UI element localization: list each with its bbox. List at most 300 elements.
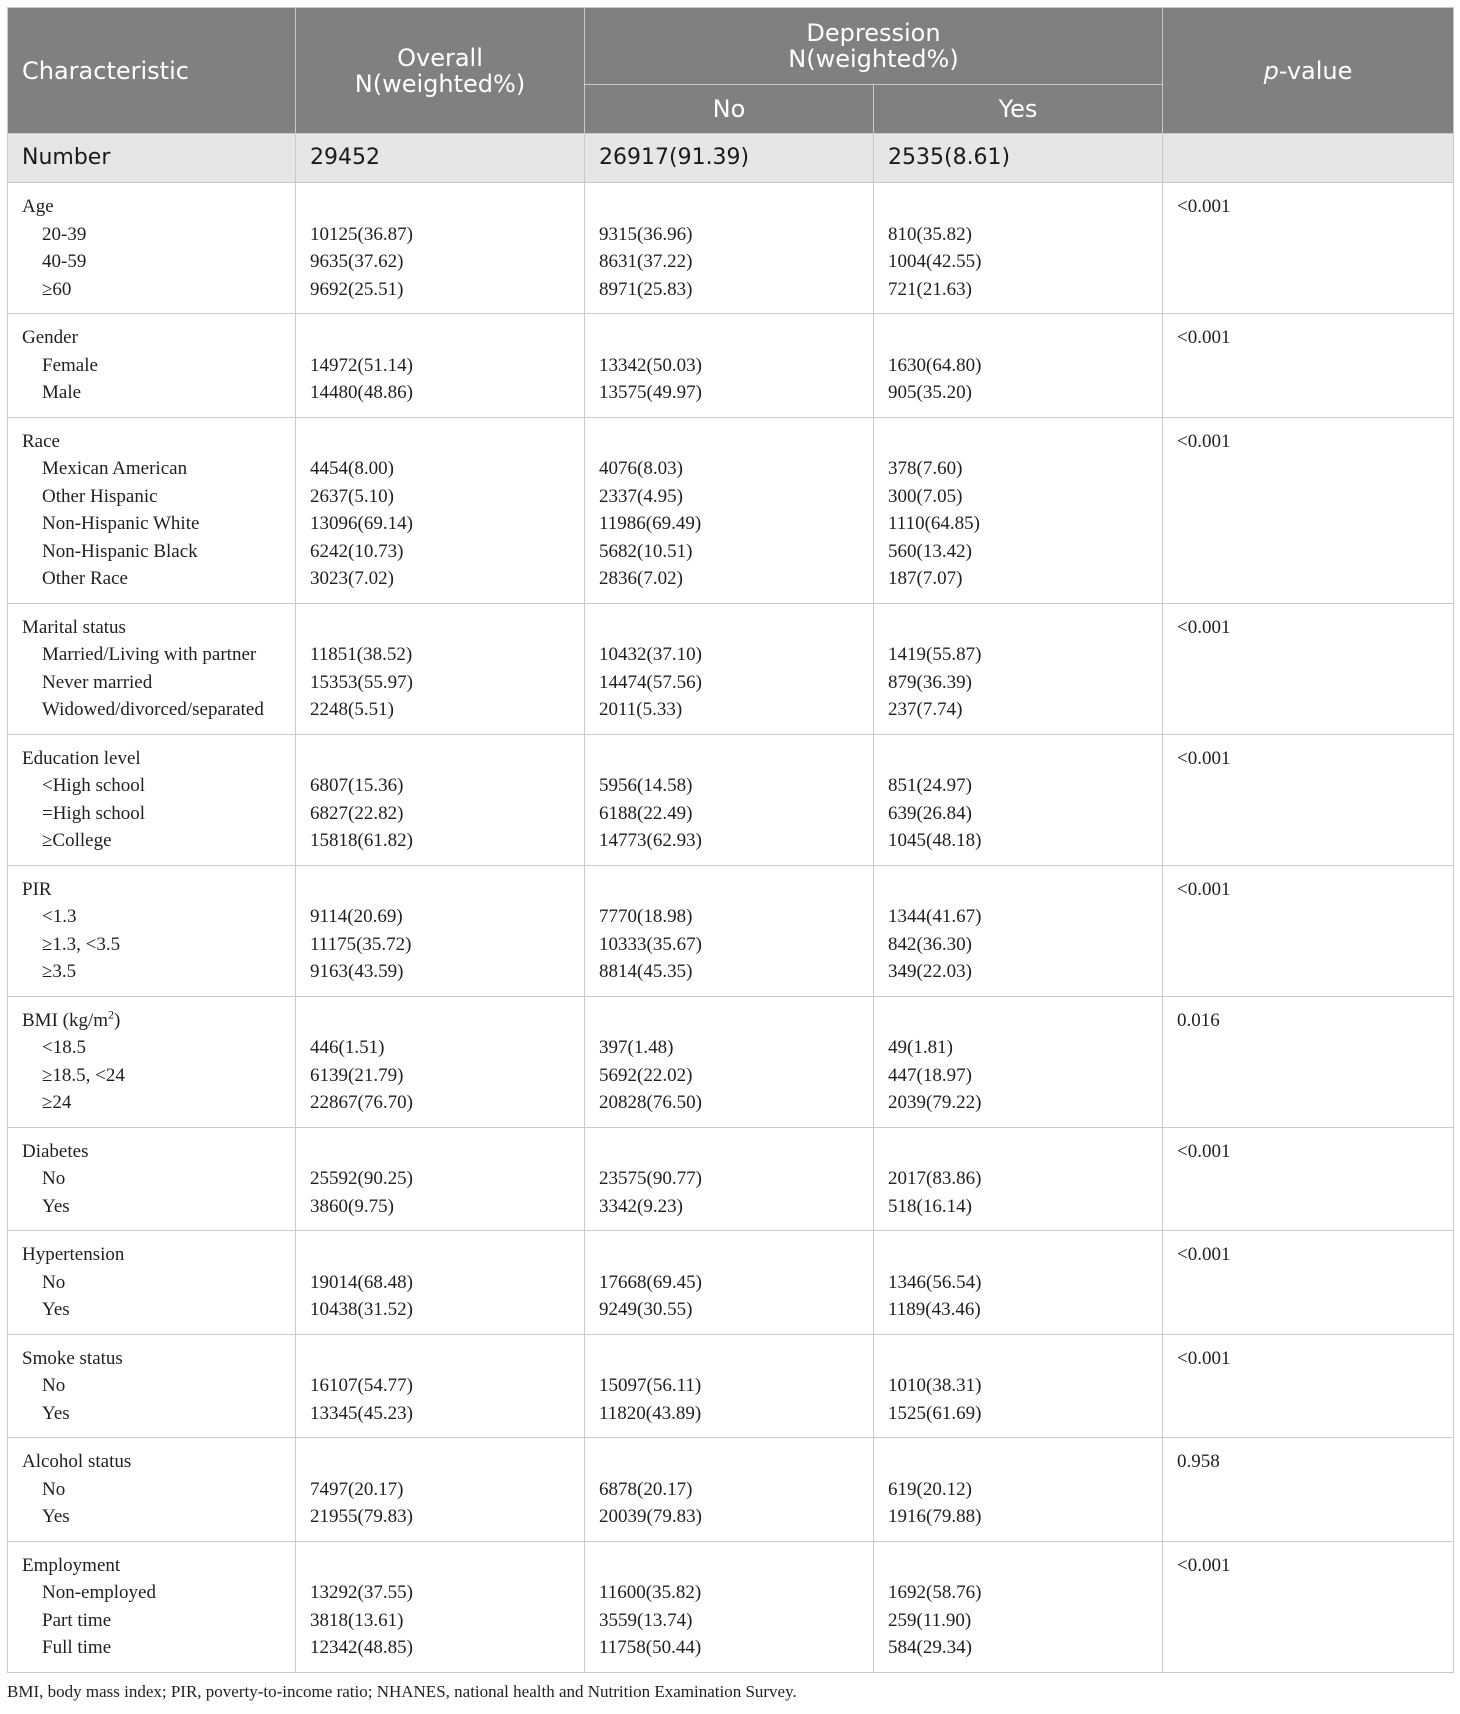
row-label: Non-Hispanic White	[42, 513, 200, 534]
p-value-cell	[1163, 1127, 1454, 1231]
row-label: <High school	[42, 775, 146, 796]
blank-line	[888, 1345, 1162, 1373]
row-label: No	[42, 1271, 66, 1293]
yes-cell	[874, 1541, 1163, 1672]
blank-line	[599, 614, 873, 642]
yes-value: 1916(79.88)	[888, 1506, 982, 1527]
yes-value: 300(7.05)	[888, 485, 963, 507]
no-value: 10432(37.10)	[599, 644, 702, 665]
row-label: <18.5	[42, 1037, 86, 1058]
group-title	[22, 614, 295, 642]
row-label: Part time	[42, 1609, 112, 1631]
header-depression-line1: Depression	[806, 19, 941, 47]
group-title	[22, 324, 295, 352]
overall-value: 6807(15.36)	[310, 775, 404, 796]
row-label: Male	[42, 382, 82, 403]
overall-value: 6827(22.82)	[310, 802, 404, 824]
row-label: Female	[42, 354, 98, 376]
yes-value: 879(36.39)	[888, 671, 972, 693]
overall-value: 16107(54.77)	[310, 1375, 413, 1396]
yes-value: 1010(38.31)	[888, 1375, 982, 1396]
blank-line	[599, 1552, 873, 1580]
row-label: ≥24	[42, 1092, 72, 1113]
no-cell	[585, 996, 874, 1127]
no-value: 17668(69.45)	[599, 1271, 702, 1293]
header-p-rest: -value	[1278, 56, 1353, 85]
no-value: 5682(10.51)	[599, 540, 693, 562]
group-title	[22, 1241, 295, 1269]
group-row	[8, 1127, 1454, 1231]
header-depression-line2: N(weighted%)	[788, 45, 959, 73]
group-title	[22, 876, 295, 904]
yes-cell	[874, 417, 1163, 603]
no-value: 14474(57.56)	[599, 671, 702, 693]
no-value: 7770(18.98)	[599, 906, 693, 927]
overall-value: 10438(31.52)	[310, 1299, 413, 1320]
p-value-cell	[1163, 865, 1454, 996]
p-value-cell	[1163, 314, 1454, 418]
group-row	[8, 996, 1454, 1127]
no-cell	[585, 603, 874, 734]
no-value: 6188(22.49)	[599, 802, 693, 824]
blank-line	[310, 193, 584, 221]
group-title-text: Employment	[22, 1554, 121, 1576]
row-label: No	[42, 1168, 66, 1189]
group-title	[22, 1007, 295, 1035]
blank-line	[888, 1241, 1162, 1269]
group-title	[22, 1138, 295, 1166]
blank-line	[599, 193, 873, 221]
group-title-text: Gender	[22, 327, 78, 348]
row-label: Yes	[42, 1506, 70, 1527]
blank-line	[310, 876, 584, 904]
yes-value: 721(21.63)	[888, 278, 972, 300]
table-footnote: BMI, body mass index; PIR, poverty-to-income ratio; NHANES, national health and Nutrition Examination Survey.	[7, 1681, 797, 1701]
group-row	[8, 314, 1454, 418]
group-row	[8, 1438, 1454, 1542]
header-no: No	[585, 85, 874, 134]
row-label: Widowed/divorced/separated	[42, 699, 264, 720]
blank-line	[888, 876, 1162, 904]
yes-value: 349(22.03)	[888, 961, 972, 982]
group-title	[22, 428, 295, 456]
characteristic-cell	[8, 1127, 296, 1231]
row-label: ≥60	[42, 278, 72, 300]
no-value: 3342(9.23)	[599, 1195, 683, 1217]
blank-line	[310, 745, 584, 773]
no-value: 20039(79.83)	[599, 1506, 702, 1527]
no-cell	[585, 1541, 874, 1672]
p-value-cell	[1163, 183, 1454, 314]
row-label: Other Race	[42, 568, 128, 589]
yes-cell	[874, 183, 1163, 314]
yes-value: 639(26.84)	[888, 802, 972, 824]
overall-value: 6139(21.79)	[310, 1064, 404, 1086]
no-value: 10333(35.67)	[599, 933, 702, 955]
no-value: 23575(90.77)	[599, 1168, 702, 1189]
yes-value: 1189(43.46)	[888, 1299, 981, 1320]
no-cell	[585, 734, 874, 865]
group-title-text: Smoke status	[22, 1347, 123, 1369]
no-value: 397(1.48)	[599, 1037, 674, 1058]
row-label: No	[42, 1478, 66, 1500]
yes-value: 259(11.90)	[888, 1609, 972, 1631]
overall-value: 9163(43.59)	[310, 961, 404, 982]
no-value: 13575(49.97)	[599, 382, 702, 403]
row-label: 40-59	[42, 251, 87, 272]
number-yes: 2535(8.61)	[874, 134, 1163, 183]
group-title	[22, 1345, 295, 1373]
blank-line	[888, 1007, 1162, 1035]
header-depression	[585, 8, 1163, 85]
yes-value: 1630(64.80)	[888, 354, 982, 376]
no-value: 5692(22.02)	[599, 1064, 693, 1086]
p-value: <0.001	[1177, 1244, 1231, 1265]
row-label: <1.3	[42, 906, 77, 927]
p-value-cell	[1163, 734, 1454, 865]
yes-value: 1045(48.18)	[888, 830, 982, 851]
no-value: 8971(25.83)	[599, 278, 693, 300]
blank-line	[888, 193, 1162, 221]
p-value: <0.001	[1177, 878, 1231, 900]
blank-line	[310, 614, 584, 642]
p-value: <0.001	[1177, 196, 1231, 217]
blank-line	[310, 428, 584, 456]
group-title	[22, 745, 295, 773]
overall-value: 22867(76.70)	[310, 1092, 413, 1113]
no-cell	[585, 417, 874, 603]
characteristics-table	[7, 7, 1454, 1673]
no-value: 13342(50.03)	[599, 354, 702, 376]
blank-line	[599, 876, 873, 904]
yes-value: 518(16.14)	[888, 1195, 972, 1217]
overall-value: 446(1.51)	[310, 1037, 385, 1058]
characteristic-cell	[8, 314, 296, 418]
yes-value: 560(13.42)	[888, 540, 972, 562]
no-value: 11986(69.49)	[599, 513, 702, 534]
yes-value: 584(29.34)	[888, 1637, 972, 1658]
yes-cell	[874, 996, 1163, 1127]
yes-value: 187(7.07)	[888, 568, 963, 589]
yes-value: 1110(64.85)	[888, 513, 980, 534]
overall-cell	[296, 603, 585, 734]
overall-value: 11851(38.52)	[310, 644, 413, 665]
no-cell	[585, 1438, 874, 1542]
header-overall	[296, 8, 585, 134]
overall-value: 14480(48.86)	[310, 382, 413, 403]
row-label: Yes	[42, 1195, 70, 1217]
yes-value: 447(18.97)	[888, 1064, 972, 1086]
no-value: 8631(37.22)	[599, 251, 693, 272]
p-value-cell	[1163, 1334, 1454, 1438]
group-title-text: Diabetes	[22, 1140, 89, 1162]
characteristic-cell	[8, 183, 296, 314]
row-label: Never married	[42, 671, 153, 693]
overall-cell	[296, 1127, 585, 1231]
yes-value: 905(35.20)	[888, 382, 972, 403]
overall-cell	[296, 996, 585, 1127]
group-title-text: Age	[22, 196, 54, 217]
blank-line	[888, 324, 1162, 352]
characteristic-cell	[8, 1541, 296, 1672]
row-label: =High school	[42, 802, 146, 824]
blank-line	[888, 428, 1162, 456]
blank-line	[310, 324, 584, 352]
no-cell	[585, 314, 874, 418]
no-value: 20828(76.50)	[599, 1092, 702, 1113]
row-label: Non-Hispanic Black	[42, 540, 198, 562]
blank-line	[888, 1552, 1162, 1580]
yes-value: 1004(42.55)	[888, 251, 982, 272]
row-label: No	[42, 1375, 66, 1396]
yes-value: 842(36.30)	[888, 933, 972, 955]
no-value: 11820(43.89)	[599, 1402, 702, 1424]
overall-value: 13096(69.14)	[310, 513, 413, 534]
overall-value: 3860(9.75)	[310, 1195, 394, 1217]
p-value: <0.001	[1177, 1347, 1231, 1369]
overall-value: 6242(10.73)	[310, 540, 404, 562]
overall-value: 10125(36.87)	[310, 223, 413, 245]
yes-value: 851(24.97)	[888, 775, 972, 796]
yes-cell	[874, 865, 1163, 996]
overall-cell	[296, 314, 585, 418]
row-label: ≥18.5, <24	[42, 1064, 125, 1086]
no-value: 9315(36.96)	[599, 223, 693, 245]
p-value: 0.016	[1177, 1009, 1220, 1031]
no-value: 2836(7.02)	[599, 568, 683, 589]
overall-cell	[296, 1438, 585, 1542]
group-row	[8, 603, 1454, 734]
group-title-text: Marital status	[22, 616, 126, 638]
p-value-cell	[1163, 1438, 1454, 1542]
no-value: 15097(56.11)	[599, 1375, 702, 1396]
no-value: 2011(5.33)	[599, 699, 683, 720]
group-title-superscript: 2	[108, 1007, 115, 1022]
overall-value: 12342(48.85)	[310, 1637, 413, 1658]
number-no: 26917(91.39)	[585, 134, 874, 183]
group-title-text: Education level	[22, 747, 141, 769]
row-label: ≥1.3, <3.5	[42, 933, 121, 955]
overall-cell	[296, 417, 585, 603]
overall-cell	[296, 1334, 585, 1438]
group-title-text: Hypertension	[22, 1244, 125, 1265]
blank-line	[310, 1007, 584, 1035]
blank-line	[310, 1552, 584, 1580]
blank-line	[599, 1345, 873, 1373]
blank-line	[310, 1241, 584, 1269]
no-value: 11758(50.44)	[599, 1637, 702, 1658]
no-cell	[585, 1231, 874, 1335]
blank-line	[310, 1448, 584, 1476]
overall-value: 9114(20.69)	[310, 906, 403, 927]
overall-value: 15353(55.97)	[310, 671, 413, 693]
p-value-cell	[1163, 1231, 1454, 1335]
yes-value: 378(7.60)	[888, 458, 963, 479]
yes-value: 810(35.82)	[888, 223, 972, 245]
p-value: <0.001	[1177, 747, 1231, 769]
p-value: <0.001	[1177, 327, 1231, 348]
group-row	[8, 1541, 1454, 1672]
no-value: 3559(13.74)	[599, 1609, 693, 1631]
overall-value: 7497(20.17)	[310, 1478, 404, 1500]
overall-value: 19014(68.48)	[310, 1271, 413, 1293]
header-overall-line2: N(weighted%)	[354, 69, 526, 98]
yes-value: 619(20.12)	[888, 1478, 972, 1500]
characteristic-cell	[8, 865, 296, 996]
row-label: Non-employed	[42, 1582, 156, 1603]
overall-value: 4454(8.00)	[310, 458, 394, 479]
row-label: Full time	[42, 1637, 112, 1658]
group-row	[8, 865, 1454, 996]
number-label: Number	[8, 134, 296, 183]
overall-value: 9635(37.62)	[310, 251, 404, 272]
no-value: 9249(30.55)	[599, 1299, 693, 1320]
group-row	[8, 1334, 1454, 1438]
row-label: Mexican American	[42, 458, 188, 479]
blank-line	[310, 1345, 584, 1373]
row-label: Yes	[42, 1299, 70, 1320]
p-value-cell	[1163, 603, 1454, 734]
yes-value: 1346(56.54)	[888, 1271, 982, 1293]
number-overall: 29452	[296, 134, 585, 183]
header-p-value	[1163, 8, 1454, 134]
row-label: 20-39	[42, 223, 87, 245]
overall-value: 9692(25.51)	[310, 278, 404, 300]
no-cell	[585, 1127, 874, 1231]
overall-cell	[296, 1231, 585, 1335]
p-value: <0.001	[1177, 616, 1231, 638]
row-label: ≥College	[42, 830, 112, 851]
table-header	[8, 8, 1454, 134]
yes-cell	[874, 1438, 1163, 1542]
no-value: 5956(14.58)	[599, 775, 693, 796]
row-label: Other Hispanic	[42, 485, 158, 507]
p-value: 0.958	[1177, 1451, 1220, 1472]
characteristic-cell	[8, 1334, 296, 1438]
blank-line	[888, 614, 1162, 642]
blank-line	[888, 745, 1162, 773]
header-yes: Yes	[874, 85, 1163, 134]
p-value-cell	[1163, 417, 1454, 603]
no-cell	[585, 865, 874, 996]
overall-value: 21955(79.83)	[310, 1506, 413, 1527]
no-value: 4076(8.03)	[599, 458, 683, 479]
yes-value: 1344(41.67)	[888, 906, 982, 927]
overall-value: 2248(5.51)	[310, 699, 394, 720]
header-overall-line1: Overall	[397, 43, 483, 72]
characteristic-cell	[8, 996, 296, 1127]
group-title	[22, 1448, 295, 1476]
characteristic-cell	[8, 734, 296, 865]
group-row	[8, 417, 1454, 603]
header-p-italic: p	[1263, 56, 1279, 85]
overall-value: 3818(13.61)	[310, 1609, 404, 1631]
no-value: 6878(20.17)	[599, 1478, 693, 1500]
yes-cell	[874, 314, 1163, 418]
yes-value: 1419(55.87)	[888, 644, 982, 665]
blank-line	[888, 1138, 1162, 1166]
overall-value: 2637(5.10)	[310, 485, 394, 507]
overall-value: 11175(35.72)	[310, 933, 412, 955]
yes-cell	[874, 1127, 1163, 1231]
group-row	[8, 183, 1454, 314]
overall-value: 3023(7.02)	[310, 568, 394, 589]
overall-value: 13345(45.23)	[310, 1402, 413, 1424]
no-cell	[585, 183, 874, 314]
overall-value: 25592(90.25)	[310, 1168, 413, 1189]
blank-line	[599, 1138, 873, 1166]
row-label: Yes	[42, 1402, 70, 1424]
no-cell	[585, 1334, 874, 1438]
group-title	[22, 193, 295, 221]
yes-value: 1692(58.76)	[888, 1582, 982, 1603]
yes-value: 2017(83.86)	[888, 1168, 982, 1189]
characteristic-cell	[8, 603, 296, 734]
yes-cell	[874, 1334, 1163, 1438]
overall-cell	[296, 865, 585, 996]
overall-cell	[296, 183, 585, 314]
yes-value: 237(7.74)	[888, 699, 963, 720]
blank-line	[599, 745, 873, 773]
row-label: Married/Living with partner	[42, 644, 257, 665]
row-label: ≥3.5	[42, 961, 77, 982]
blank-line	[310, 1138, 584, 1166]
overall-cell	[296, 1541, 585, 1672]
p-value: <0.001	[1177, 1140, 1231, 1162]
table-container	[7, 7, 1453, 1702]
yes-value: 1525(61.69)	[888, 1402, 982, 1424]
yes-value: 2039(79.22)	[888, 1092, 982, 1113]
overall-value: 13292(37.55)	[310, 1582, 413, 1603]
p-value: <0.001	[1177, 1554, 1231, 1576]
no-value: 14773(62.93)	[599, 830, 702, 851]
p-value-cell	[1163, 996, 1454, 1127]
blank-line	[599, 324, 873, 352]
characteristic-cell	[8, 417, 296, 603]
yes-cell	[874, 603, 1163, 734]
group-row	[8, 734, 1454, 865]
blank-line	[599, 1007, 873, 1035]
blank-line	[599, 1448, 873, 1476]
blank-line	[599, 1241, 873, 1269]
no-value: 2337(4.95)	[599, 485, 683, 507]
group-title	[22, 1552, 295, 1580]
group-title-text: Alcohol status	[22, 1451, 132, 1472]
table-body	[8, 134, 1454, 1673]
header-characteristic: Characteristic	[8, 8, 296, 134]
p-value: <0.001	[1177, 430, 1231, 452]
no-value: 8814(45.35)	[599, 961, 693, 982]
characteristic-cell	[8, 1438, 296, 1542]
p-value-cell	[1163, 1541, 1454, 1672]
no-value: 11600(35.82)	[599, 1582, 702, 1603]
yes-value: 49(1.81)	[888, 1037, 953, 1058]
group-title-text: Race	[22, 430, 60, 452]
group-title-text: BMI (kg/m	[22, 1009, 109, 1031]
characteristic-cell	[8, 1231, 296, 1335]
overall-value: 15818(61.82)	[310, 830, 413, 851]
number-p	[1163, 134, 1454, 183]
yes-cell	[874, 1231, 1163, 1335]
number-row	[8, 134, 1454, 183]
group-title-text: PIR	[22, 878, 52, 900]
group-title-end: )	[114, 1009, 121, 1031]
overall-value: 14972(51.14)	[310, 354, 413, 376]
blank-line	[599, 428, 873, 456]
blank-line	[888, 1448, 1162, 1476]
overall-cell	[296, 734, 585, 865]
group-row	[8, 1231, 1454, 1335]
